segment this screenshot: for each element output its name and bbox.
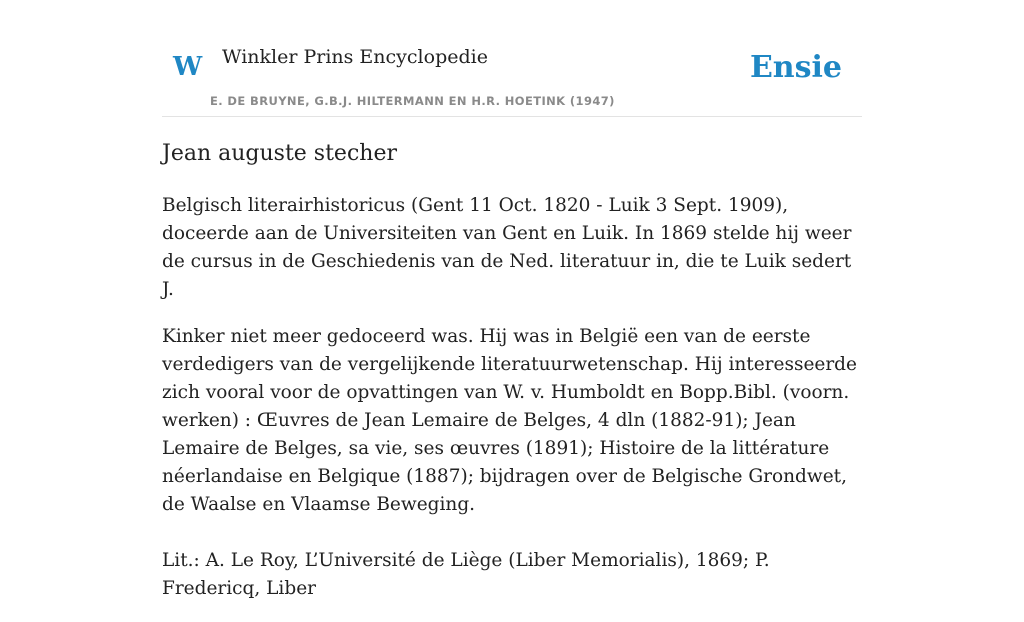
article-paragraph: Belgisch literairhistoricus (Gent 11 Oct. 1820 - Luik 3 Sept. 1909), doceerde aan de Universiteiten van Gent en Luik. In 1869 stelde hij weer de cursus in de Geschiedenis van de Ned. literatuur in, die te Luik sedert J. (162, 195, 852, 300)
article-paragraph: Kinker niet meer gedoceerd was. Hij was in België een van de eerste verdedigers van de vergelijkende literatuurwetenschap. Hij interesseerde zich vooral voor de opvattingen van W. v. Humboldt en Bopp.Bibl. (voorn. werken) : Œuvres de Jean Lemaire de Belges, 4 dln (1882-91); Jean Lemaire de Belges, sa vie, ses œuvres (1891); Histoire de la littérature néerlandaise en Belgique (1887); bijdragen over de Belgische Grondwet, de Waalse en Vlaamse Beweging. (162, 326, 857, 515)
article-content (162, 138, 862, 622)
literature-paragraph: Lit.: A. Le Roy, L’Université de Liège (Liber Memorialis), 1869; P. Fredericq, Liber (162, 550, 770, 599)
ensie-logo[interactable]: Ensie (749, 50, 842, 85)
source-subtitle: E. DE BRUYNE, G.B.J. HILTERMANN EN H.R. HOETINK (1947) (210, 94, 615, 108)
site-title[interactable]: Winkler Prins Encyclopedie (222, 46, 488, 68)
site-header (162, 0, 862, 117)
logo-icon[interactable]: W (173, 52, 203, 82)
article-title: Jean auguste stecher (162, 141, 397, 166)
